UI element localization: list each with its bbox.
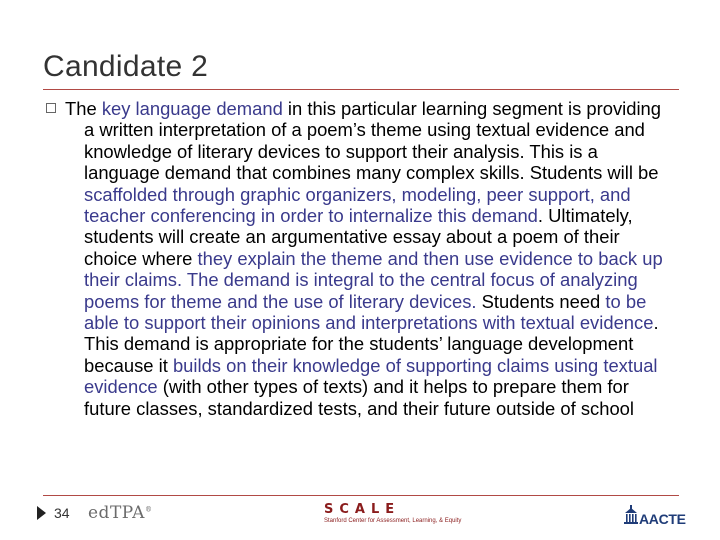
triangle-marker-icon: [37, 506, 46, 520]
highlighted-text-segment: builds on their knowledge of supporting claims using textual evidence: [84, 354, 658, 398]
edtpa-logo-main: TPA: [109, 503, 145, 523]
slide-title: Candidate 2: [43, 50, 209, 83]
text-segment: . This demand is appropriate for the students’ language development because it: [84, 312, 659, 376]
edtpa-logo: [88, 503, 152, 523]
aacte-logo: [624, 503, 690, 529]
building-icon: [624, 505, 638, 525]
square-bullet-icon: [46, 103, 56, 113]
scale-logo-word: SCALE: [324, 502, 401, 517]
text-segment: in this particular learning segment is providing a written interpretation of a poem’s theme using textual evidence and knowledge of literary devices to support their analysis.: [84, 98, 662, 162]
text-segment: (with other types of texts) and it helps to prepare them for future classes, standardized tests, and their future outside of school: [84, 376, 634, 419]
footer-divider: [43, 495, 679, 496]
text-segment: . Ultimately, students will create an argumentative essay about a poem of their choice where: [84, 205, 633, 269]
highlighted-text-segment: key language demand: [101, 98, 283, 119]
scale-logo: [324, 503, 484, 525]
title-divider: [43, 89, 679, 90]
text-segment: Students need: [476, 290, 606, 312]
highlighted-text-segment: scaffolded through graphic organizers, modeling, peer support, and teacher conferencing in order to internalize this demand: [84, 183, 631, 227]
scale-logo-subtitle: Stanford Center for Assessment, Learning, & Equity: [324, 518, 462, 524]
body-text: [65, 98, 676, 419]
highlighted-text-segment: they explain the theme and then use evidence to back up their claims. The demand is integral to the central focus of analyzing poems for theme and the use of literary devices.: [84, 247, 663, 312]
slide-number: 34: [54, 505, 70, 521]
highlighted-text-segment: to be able to support their opinions and interpretations with textual evidence: [84, 290, 654, 334]
body-paragraph: [46, 98, 676, 419]
aacte-logo-text: AACTE: [639, 511, 686, 527]
text-segment: This is a language demand that combines many complex skills. Students will be: [84, 140, 659, 184]
edtpa-logo-prefix: ed: [88, 503, 110, 523]
text-segment: The: [65, 98, 102, 119]
edtpa-trademark: ®: [144, 505, 153, 514]
